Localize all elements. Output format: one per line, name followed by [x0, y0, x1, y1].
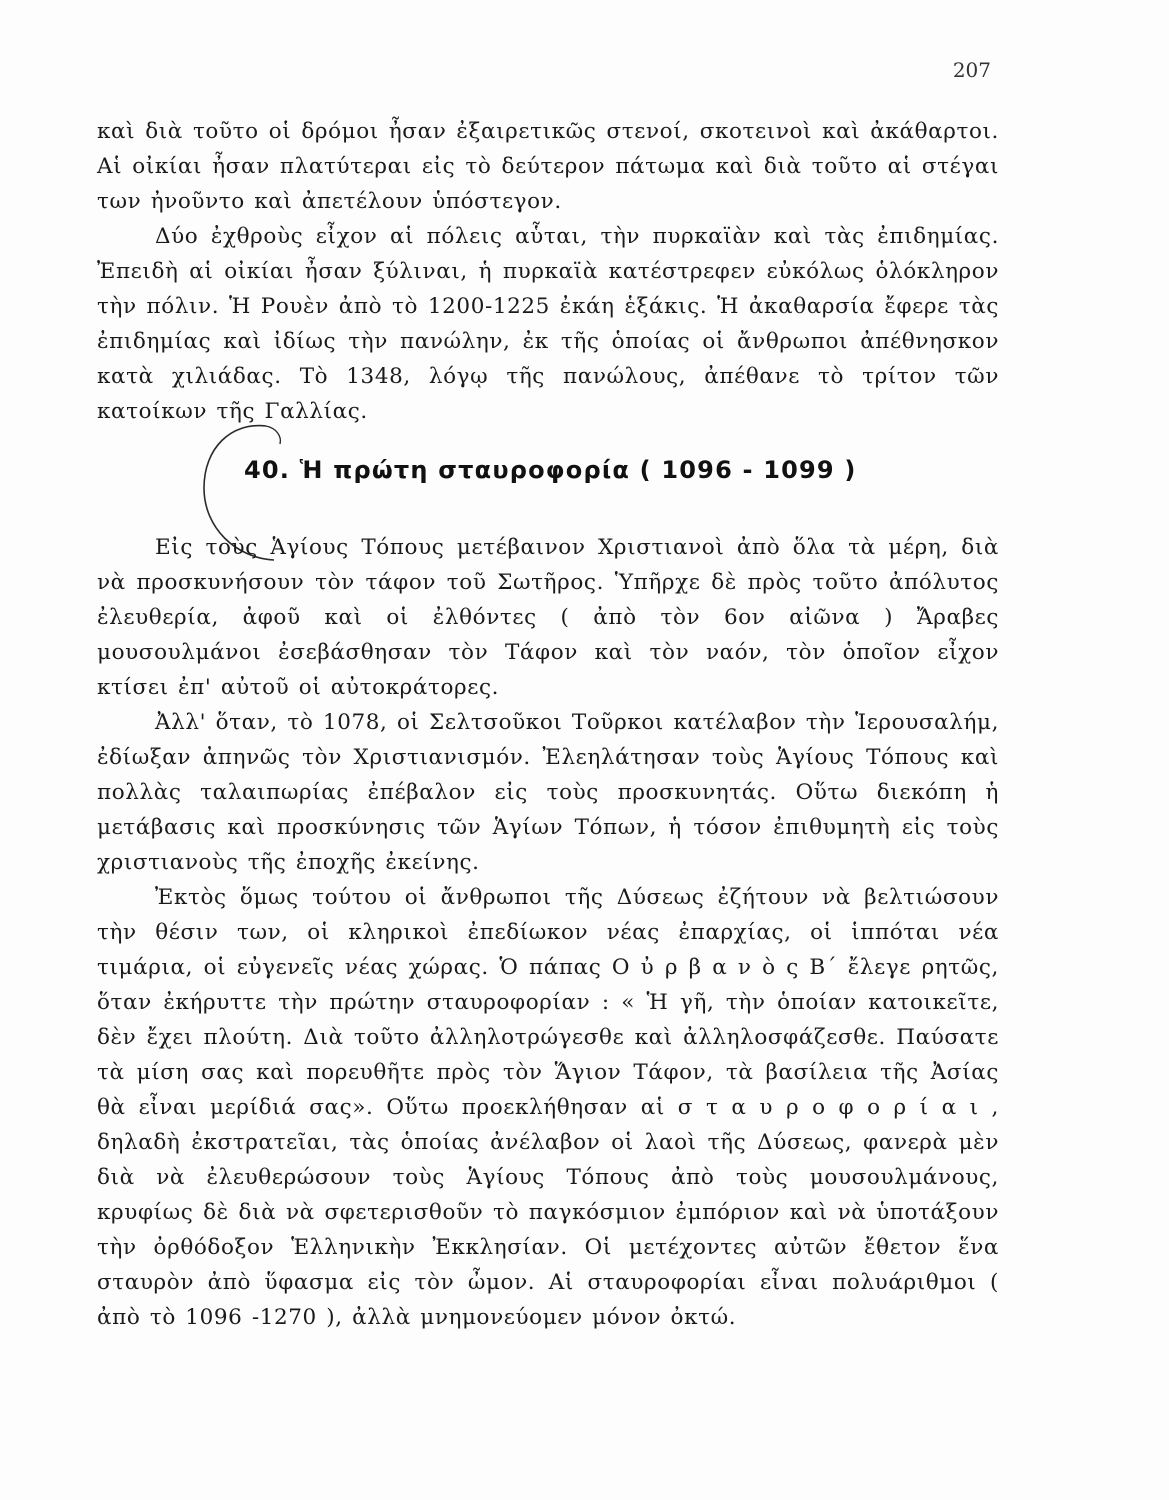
paragraph: Ἀλλ' ὅταν, τὸ 1078, οἱ Σελτσοῦκοι Τοῦρκοι κατέλαβον τὴν Ἱερουσαλήμ, ἐδίωξαν ἀπηνῶς τὸν Χριστιανισμόν. Ἐλεηλάτησαν τοὺς Ἁγίους Τόπους καὶ πολλὰς ταλαιπωρίας ἐπέβαλον εἰς τοὺς προσκυνητάς. Οὕτω διεκόπη ἡ μετάβασις καὶ προσκύνησις τῶν Ἁγίων Τόπων, ἡ τόσον ἐπιθυμητὴ εἰς τοὺς χριστιανοὺς τῆς ἐποχῆς ἐκείνης. — [97, 710, 999, 875]
paragraph: Ἐκτὸς ὅμως τούτου οἱ ἄνθρωποι τῆς Δύσεως ἐζήτουν νὰ βελτιώσουν τὴν θέσιν των, οἱ κληρικοὶ ἐπεδίωκον νέας ἐπαρχίας, οἱ ἱππόται νέα τιμάρια, οἱ εὐγενεῖς νέας χώρας. Ὁ πάπας Ο ὐ ρ β α ν ὸ ς Β΄ ἔλεγε ρητῶς, ὅταν ἐκήρυττε τὴν πρώτην σταυροφορίαν : « Ἡ γῆ, τὴν ὁποίαν κατοικεῖτε, δὲν ἔχει πλούτη. Διὰ τοῦτο ἀλληλοτρώγεσθε καὶ ἀλληλοσφάζεσθε. Παύσατε τὰ μίση σας καὶ πορευθῆτε πρὸς τὸν Ἅγιον Τάφον, τὰ βασίλεια τῆς Ἀσίας θὰ εἶναι μερίδιά σας». Οὕτω προεκλήθησαν αἱ σ τ α υ ρ ο φ ο ρ ί α ι , δηλαδὴ ἐκστρατεῖαι, τὰς ὁποίας ἀνέλαβον οἱ λαοὶ τῆς Δύσεως, φανερὰ μὲν διὰ νὰ ἐλευθερώσουν τοὺς Ἁγίους Τόπους ἀπὸ τοὺς μουσουλμάνους, κρυφίως δὲ διὰ νὰ σφετερισθοῦν τὸ παγκόσμιον ἐμπόριον καὶ νὰ ὑποτάξουν τὴν ὀρθόδοξον Ἑλληνικὴν Ἐκκλησίαν. Οἱ μετέχοντες αὐτῶν ἔθετον ἕνα σταυρὸν ἀπὸ ὕφασμα εἰς τὸν ὦμον. Αἱ σταυροφορίαι εἶναι πολυάριθμοι ( ἀπὸ τὸ 1096 -1270 ), ἀλλὰ μνημονεύομεν μόνον ὀκτώ. — [97, 885, 999, 1330]
intro-text — [97, 114, 999, 429]
section-text — [97, 530, 999, 1335]
section-heading: 40. Ἡ πρώτη σταυροφορία ( 1096 - 1099 ) — [244, 456, 857, 484]
page-number: 207 — [952, 58, 991, 82]
paragraph: Δύο ἐχθροὺς εἶχον αἱ πόλεις αὗται, τὴν πυρκαϊὰν καὶ τὰς ἐπιδημίας. Ἐπειδὴ αἱ οἰκίαι ἦσαν ξύλιναι, ἡ πυρκαϊὰ κατέστρεφεν εὐκόλως ὁλόκληρον τὴν πόλιν. Ἡ Ρουὲν ἀπὸ τὸ 1200-1225 ἐκάη ἑξάκις. Ἡ ἀκαθαρσία ἔφερε τὰς ἐπιδημίας καὶ ἰδίως τὴν πανώλην, ἐκ τῆς ὁποίας οἱ ἄνθρωποι ἀπέθνησκον κατὰ χιλιάδας. Τὸ 1348, λόγῳ τῆς πανώλους, ἀπέθανε τὸ τρίτον τῶν κατοίκων τῆς Γαλλίας. — [97, 224, 999, 424]
paragraph: καὶ διὰ τοῦτο οἱ δρόμοι ἦσαν ἐξαιρετικῶς στενοί, σκοτεινοὶ καὶ ἀκάθαρτοι. Αἱ οἰκίαι ἦσαν πλατύτεραι εἰς τὸ δεύτερον πάτωμα καὶ διὰ τοῦτο αἱ στέγαι των ἠνοῦντο καὶ ἀπετέλουν ὑπόστεγον. — [97, 119, 999, 214]
paragraph: Εἰς τοὺς Ἁγίους Τόπους μετέβαινον Χριστιανοὶ ἀπὸ ὅλα τὰ μέρη, διὰ νὰ προσκυνήσουν τὸν τάφον τοῦ Σωτῆρος. Ὑπῆρχε δὲ πρὸς τοῦτο ἀπόλυτος ἐλευθερία, ἀφοῦ καὶ οἱ ἐλθόντες ( ἀπὸ τὸν 6ον αἰῶνα ) Ἄραβες μουσουλμάνοι ἐσεβάσθησαν τὸν Τάφον καὶ τὸν ναόν, τὸν ὁποῖον εἶχον κτίσει ἐπ' αὐτοῦ οἱ αὐτοκράτορες. — [97, 535, 999, 700]
